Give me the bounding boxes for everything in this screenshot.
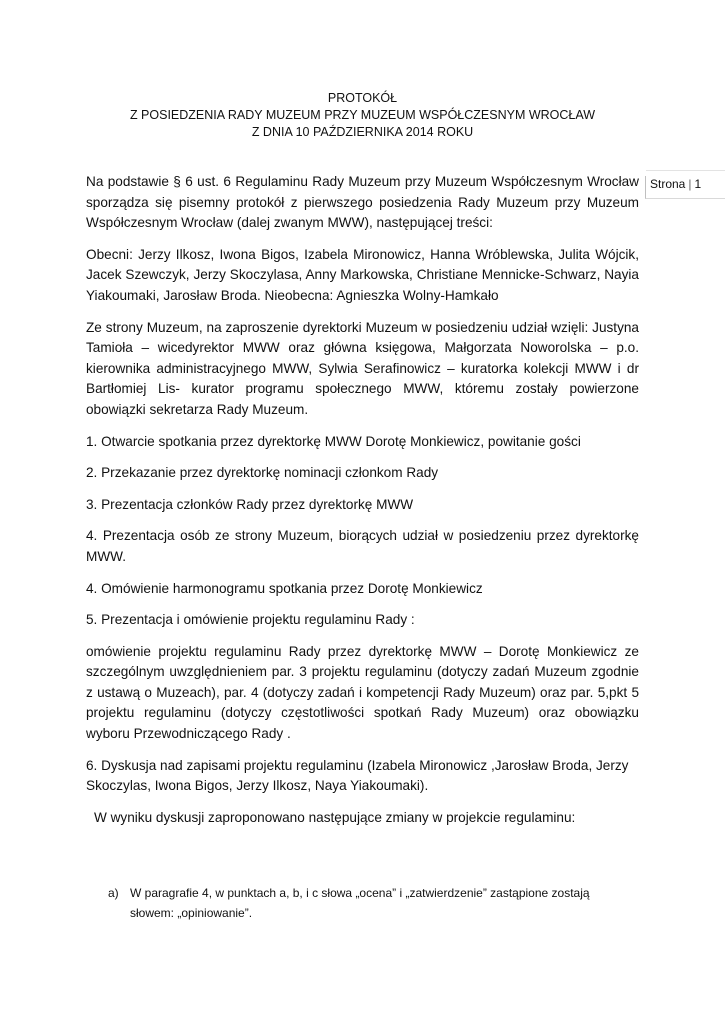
agenda-item-1: 1. Otwarcie spotkania przez dyrektorkę MWW Dorotę Monkiewicz, powitanie gości bbox=[86, 433, 581, 449]
page-label: Strona bbox=[650, 177, 686, 191]
agenda-item-3: 3. Prezentacja członków Rady przez dyrektorkę MWW bbox=[86, 496, 414, 512]
page-number: 1 bbox=[694, 177, 702, 191]
protocol-title: PROTOKÓŁ bbox=[327, 91, 398, 105]
intro-paragraph: Na podstawie § 6 ust. 6 Regulaminu Rady Muzeum przy Muzeum Współczesnym Wrocław sporządza się pisemny protokół z pierwszego posiedzenia Rady Muzeum przy Muzeum Współczesnym Wrocław (dalej zwanym MWW), następującej treści: bbox=[86, 174, 639, 231]
list-item bbox=[108, 883, 628, 923]
page-separator: | bbox=[688, 177, 692, 191]
regulation-discussion-paragraph: omówienie projektu regulaminu Rady przez dyrektorkę MWW – Dorotę Monkiewicz ze szczególnym uwzględnieniem par. 3 projektu regulaminu (dotyczy zadań Muzeum zgodnie z ustawą o Muzeach), par. 4 (dotyczy zadań i kompetencji Rady Muzeum) oraz par. 5,pkt 5 projektu regulaminu (dotyczy częstotliwości spotkań Rady Muzeum) oraz obowiązku wyboru Przewodniczącego Rady . bbox=[86, 643, 639, 742]
agenda-item-2: 2. Przekazanie przez dyrektorkę nominacji członkom Rady bbox=[86, 465, 439, 481]
agenda-item-5: 5. Prezentacja i omówienie projektu regulaminu Rady : bbox=[86, 612, 415, 628]
page-number-marker bbox=[645, 176, 725, 199]
agenda-item-6: 6. Dyskusja nad zapisami projektu regulaminu (Izabela Mironowicz ,Jarosław Broda, Jerzy Skoczylas, Iwona Bigos, Jerzy Ilkosz, Naya Yiakoumaki). bbox=[86, 757, 629, 794]
museum-staff-paragraph: Ze strony Muzeum, na zaproszenie dyrektorki Muzeum w posiedzeniu udział wzięli: Justyna Tamioła – wicedyrektor MWW oraz główna księgowa, Małgorzata Noworolska – p.o. kierownika administracyjnego MWW, Sylwia Serafinowicz – kuratorka kolekcji MWW i dr Bartłomiej Lis- kurator programu społecznego MWW, któremu zostały powierzone obowiązki sekretarza Rady Muzeum. bbox=[86, 319, 639, 417]
list-item-text: W paragrafie 4, w punktach a, b, i c słowa „ocena” i „zatwierdzenie” zastąpione zostają słowem: „opiniowanie”. bbox=[130, 886, 590, 920]
document-body bbox=[86, 172, 639, 839]
agenda-item-4a: 4. Prezentacja osób ze strony Muzeum, biorących udział w posiedzeniu przez dyrektorkę MWW. bbox=[86, 528, 639, 564]
document-header bbox=[86, 90, 639, 141]
attendees-paragraph: Obecni: Jerzy Ilkosz, Iwona Bigos, Izabela Mironowicz, Hanna Wróblewska, Julita Wójcik, Jacek Szewczyk, Jerzy Skoczylasa, Anny Markowska, Christiane Mennicke-Schwarz, Nayia Yiakoumaki, Jarosław Broda. Nieobecna: Agnieszka Wolny-Hamkało bbox=[86, 246, 639, 303]
discussion-result-paragraph: W wyniku dyskusji zaproponowano następujące zmiany w projekcie regulaminu: bbox=[94, 809, 576, 825]
agenda-item-4b: 4. Omówienie harmonogramu spotkania przez Dorotę Monkiewicz bbox=[86, 580, 483, 596]
list-item-marker: a) bbox=[108, 886, 119, 900]
protocol-subtitle: Z POSIEDZENIA RADY MUZEUM PRZY MUZEUM WSPÓŁCZESNYM WROCŁAW bbox=[129, 108, 596, 122]
page-marker-rule bbox=[646, 170, 725, 171]
amendment-list bbox=[108, 883, 628, 923]
protocol-date: Z DNIA 10 PAŹDZIERNIKA 2014 ROKU bbox=[251, 125, 474, 139]
